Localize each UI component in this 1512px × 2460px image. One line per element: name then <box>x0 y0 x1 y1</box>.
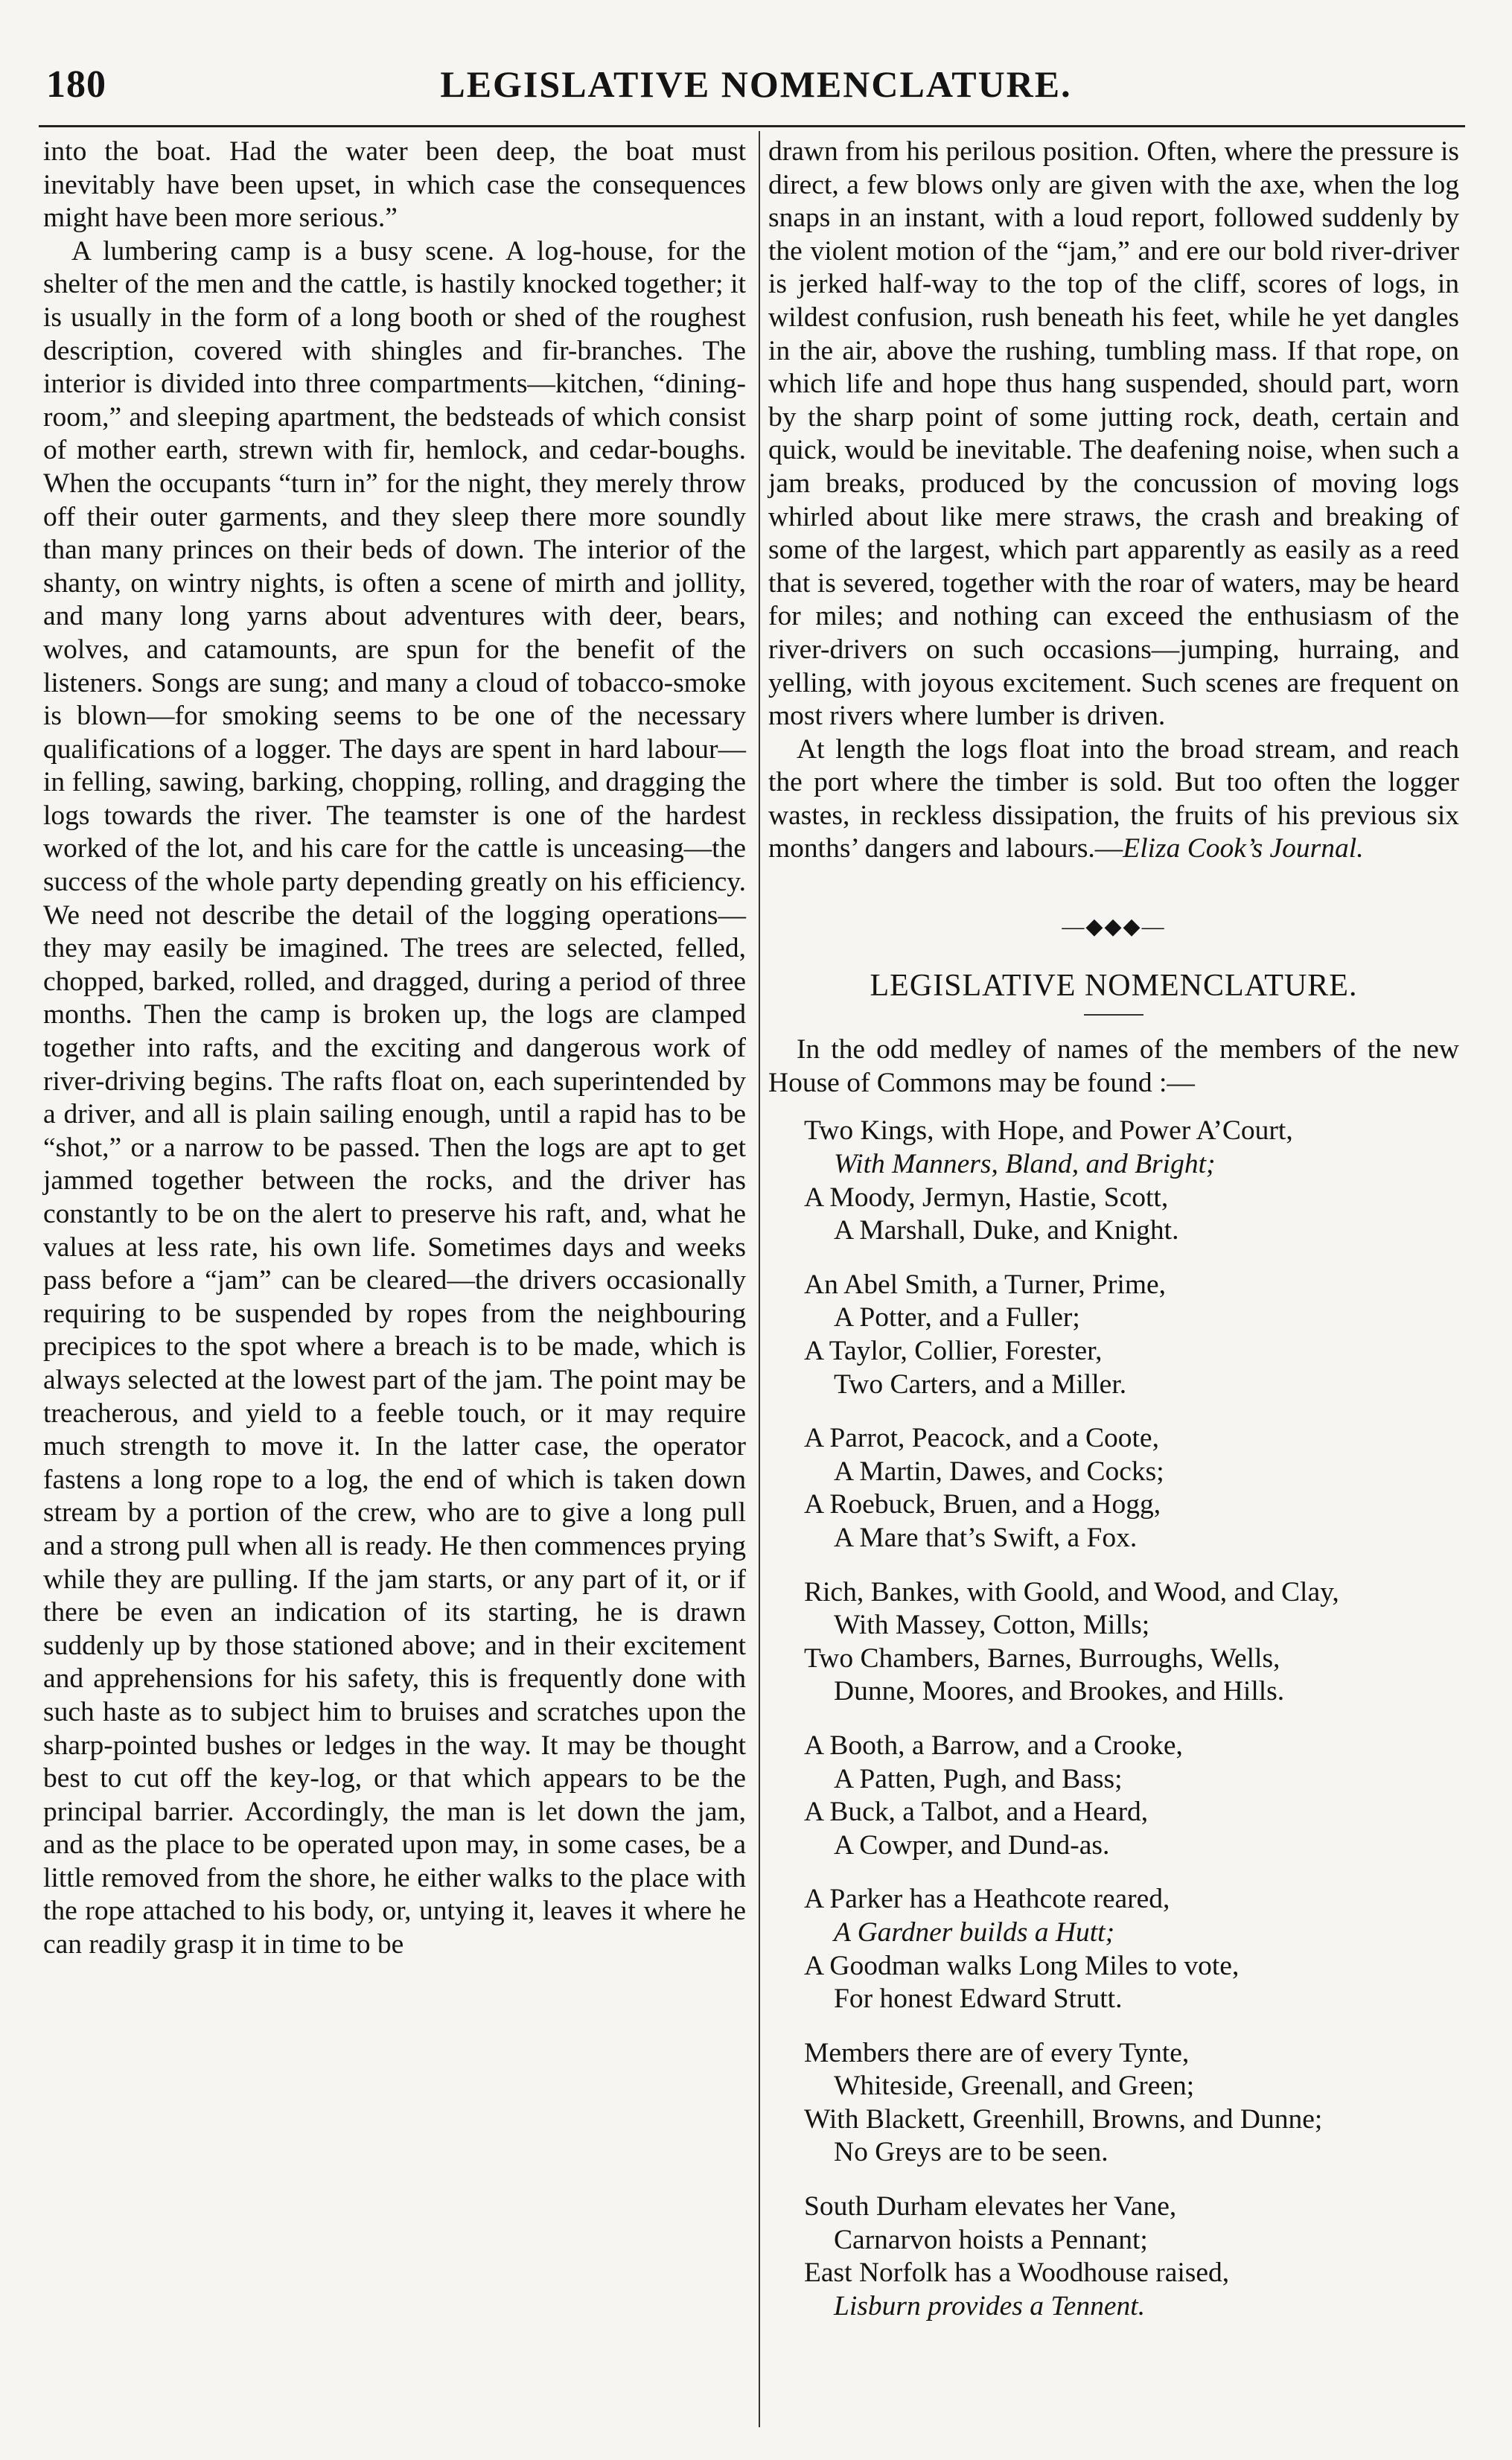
poem-line: South Durham elevates her Vane, <box>804 2191 1177 2222</box>
title-rule <box>1084 1014 1143 1016</box>
poem-line: Rich, Bankes, with Goold, and Wood, and Clay, <box>804 1576 1339 1607</box>
source-credit: Eliza Cook’s Journal. <box>1123 833 1364 864</box>
page-number: 180 <box>46 63 106 106</box>
poem-line: A Gardner builds a Hutt; <box>834 1916 1115 1948</box>
poem-line: A Roebuck, Bruen, and a Hogg, <box>804 1489 1161 1520</box>
running-title: LEGISLATIVE NOMENCLATURE. <box>440 63 1072 105</box>
poem-line: A Potter, and a Fuller; <box>834 1302 1080 1333</box>
poem-line: A Parrot, Peacock, and a Coote, <box>804 1423 1159 1454</box>
poem-line: Whiteside, Greenall, and Green; <box>834 2071 1195 2102</box>
stanza <box>804 1576 1459 1709</box>
article-paragraph: drawn from his perilous position. Often, where the pressure is direct, a few blows only are given with the axe, when the log snaps in an instant, with a loud report, followed suddenly by the violent motion of the “jam,” and ere our bold river-driver is jerked half-way to the top of the cliff, scores of logs, in wildest confusion, rush beneath his feet, while he yet dangles in the air, above the rushing, tumbling mass. If that rope, on which life and hope thus hang suspended, should part, worn by the sharp point of some jutting rock, death, certain and quick, would be inevitable. The deafening noise, when such a jam breaks, produced by the concussion of moving logs whirled about like mere straws, the crash and breaking of some of the largest, which part apparently as easily as a reed that is severed, together with the roar of waters, may be heard for miles; and nothing can exceed the enthusiasm of the river-drivers on such occasions—jumping, hurraing, and yelling, with joyous excitement. Such scenes are frequent on most rivers where lumber is driven. <box>768 136 1459 732</box>
right-column <box>758 136 1459 2344</box>
stanza <box>804 2037 1459 2170</box>
poem-line: A Booth, a Barrow, and a Crooke, <box>804 1730 1183 1761</box>
stanza <box>804 1730 1459 1862</box>
poem-line: Members there are of every Tynte, <box>804 2037 1190 2068</box>
closing-text: At length the logs float into the broad stream, and reach the port where the timber is sold. But too often the logger wastes, in reckless dissipation, the fruits of his previous six months’ dangers and labours.— <box>768 733 1459 864</box>
poem-line: No Greys are to be seen. <box>834 2137 1109 2168</box>
poem-line: A Marshall, Duke, and Knight. <box>834 1215 1179 1246</box>
ornament-divider: —◆◆◆— <box>1062 914 1166 940</box>
poem-line: Lisburn provides a Tennent. <box>834 2290 1146 2322</box>
poem-line: A Buck, a Talbot, and a Heard, <box>804 1797 1149 1828</box>
article-continuation-paragraph: into the boat. Had the water been deep, the boat must inevitably have been upset, in which case the consequences might have been more serious.” <box>43 136 746 234</box>
poem-line: A Cowper, and Dund-as. <box>834 1829 1110 1861</box>
lumbering-camp-paragraph: A lumbering camp is a busy scene. A log-house, for the shelter of the men and the cattle, is hastily knocked together; it is usually in the form of a long booth or shed of the roughest description, covered with shingles and fir-branches. The interior is divided into three compartments—kitchen, “dining-room,” and sleeping apartment, the bedsteads of which consist of mother earth, strewn with fir, hemlock, and cedar-boughs. When the occupants “turn in” for the night, they merely throw off their outer garments, and they sleep there more soundly than many princes on their beds of down. The interior of the shanty, on wintry nights, is often a scene of mirth and jollity, and many long yarns about adventures with deer, bears, wolves, and catamounts, are spun for the benefit of the listeners. Songs are sung; and many a cloud of tobacco-smoke is blown—for smoking seems to be one of the necessary qualifications of a logger. The days are spent in hard labour—in felling, sawing, barking, chopping, rolling, and dragging the logs towards the river. The teamster is one of the hardest worked of the lot, and his care for the cattle is unceasing—the success of the whole party depending greatly on his efficiency. We need not describe the detail of the logging operations—they may easily be imagined. The trees are selected, felled, chopped, barked, rolled, and dragged, during a period of three months. Then the camp is broken up, the logs are clamped together into rafts, and the exciting and dangerous work of river-driving begins. The rafts float on, each superintended by a driver, and all is plain sailing enough, until a rapid has to be “shot,” or a narrow to be passed. Then the logs are apt to get jammed together between the rocks, and the driver has constantly to be on the alert to preserve his raft, and, what he values at less rate, his own life. Sometimes days and weeks pass before a “jam” can be cleared—the drivers occasionally requiring to be suspended by ropes from the neighbouring precipices to the spot where a breach is to be made, which is always selected at the lowest part of the jam. The point may be treacherous, and yield to a feeble touch, or it may require much strength to move it. In the latter case, the operator fastens a long rope to a log, the end of which is taken down stream by a portion of the crew, who are to give a long pull and a strong pull when all is ready. He then commences prying while they are pulling. If the jam starts, or any part of it, or if there be even an indication of its starting, he is drawn suddenly up by those stationed above; and in their excitement and apprehensions for his safety, this is frequently done with such haste as to subject him to bruises and scratches upon the sharp-pointed bushes or ledges in the way. It may be thought best to cut off the key-log, or that which appears to be the principal barrier. Accordingly, the man is let down the jam, and as the place to be operated upon may, in some cases, be a little removed from the shore, he either walks to the place with the rope attached to his body, or, untying it, leaves it where he can readily grasp it in time to be <box>43 235 746 1960</box>
stanza <box>804 1269 1459 1401</box>
poem-line: With Blackett, Greenhill, Browns, and Dunne; <box>804 2103 1323 2135</box>
stanza <box>804 2190 1459 2323</box>
poem-line: Two Carters, and a Miller. <box>834 1368 1127 1400</box>
poem-line: With Massey, Cotton, Mills; <box>834 1610 1150 1641</box>
poem-line: A Moody, Jermyn, Hastie, Scott, <box>804 1182 1169 1213</box>
left-column <box>43 136 746 1962</box>
poem-line: A Parker has a Heathcote reared, <box>804 1884 1170 1915</box>
poem-intro: In the odd medley of names of the members of the new House of Commons may be found :— <box>768 1034 1459 1098</box>
poem-line: A Goodman walks Long Miles to vote, <box>804 1950 1240 1981</box>
poem-line: A Taylor, Collier, Forester, <box>804 1336 1103 1366</box>
poem-line: Dunne, Moores, and Brookes, and Hills. <box>834 1676 1285 1707</box>
poem-line: An Abel Smith, a Turner, Prime, <box>804 1269 1167 1300</box>
stanza <box>804 1422 1459 1555</box>
poem-line: East Norfolk has a Woodhouse raised, <box>804 2257 1230 2289</box>
stanza <box>804 1883 1459 2016</box>
poem-line: Two Chambers, Barnes, Burroughs, Wells, <box>804 1642 1280 1674</box>
poem-title: LEGISLATIVE NOMENCLATURE. <box>870 968 1358 1003</box>
header-rule <box>39 125 1465 127</box>
stanza <box>804 1115 1459 1247</box>
poem-line: A Mare that’s Swift, a Fox. <box>834 1522 1138 1553</box>
poem-line: A Patten, Pugh, and Bass; <box>834 1763 1123 1794</box>
poem-line: Carnarvon hoists a Pennant; <box>834 2224 1148 2255</box>
poem-line: A Martin, Dawes, and Cocks; <box>834 1456 1164 1487</box>
poem-line: Two Kings, with Hope, and Power A’Court, <box>804 1115 1293 1147</box>
poem-line: With Manners, Bland, and Bright; <box>834 1149 1216 1180</box>
poem-line: For honest Edward Strutt. <box>834 1983 1123 2015</box>
closing-paragraph <box>768 733 1459 866</box>
